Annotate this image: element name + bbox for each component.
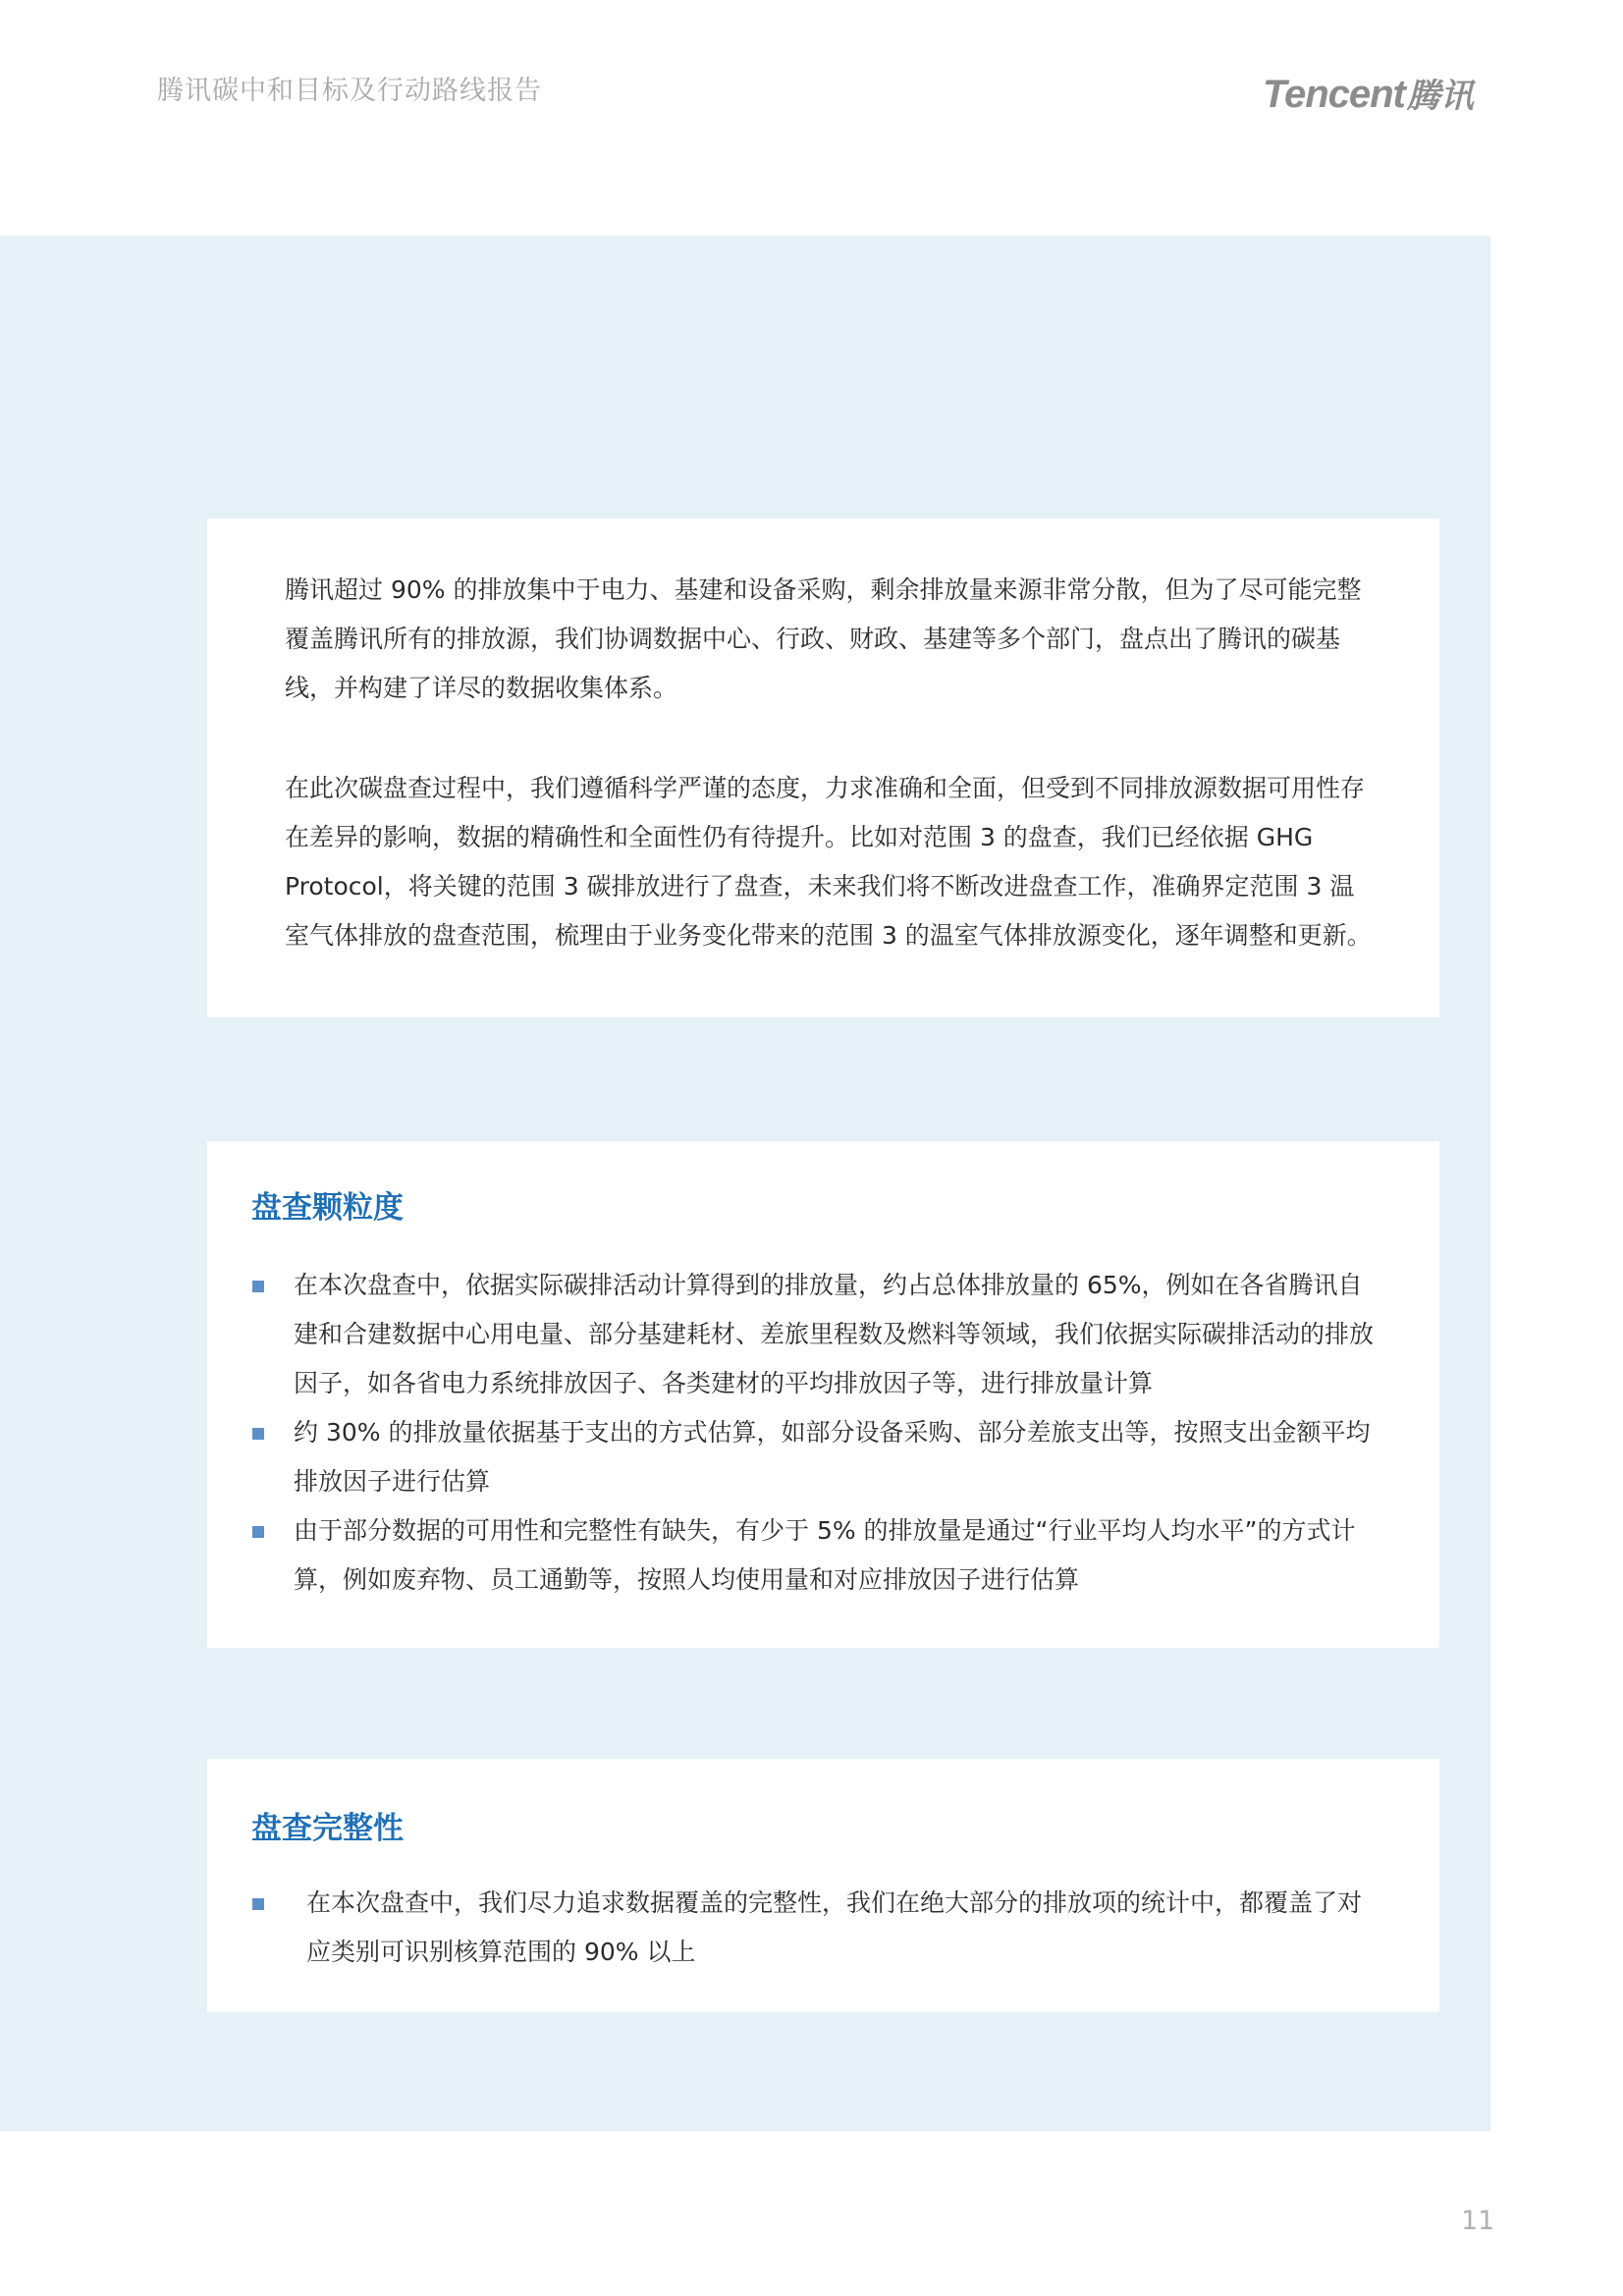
- section-heading-completeness: 盘查完整性: [251, 1811, 404, 1846]
- list-item: [251, 1408, 1380, 1506]
- square-bullet-icon: [252, 1898, 264, 1910]
- logo-wordmark-cn: 腾讯: [1406, 77, 1474, 116]
- list-item: [251, 1879, 1380, 1977]
- page-number: 11: [1461, 2206, 1495, 2236]
- square-bullet-icon: [252, 1281, 264, 1292]
- list-item-text: 在本次盘查中，依据实际碳排活动计算得到的排放量，约占总体排放量的 65%，例如在各省腾讯自建和合建数据中心用电量、部分基建耗材、差旅里程数及燃料等领域，我们依据实际碳排活动的排放因子，如各省电力系统排放因子、各类建材的平均排放因子等，进行排放量计算: [294, 1271, 1375, 1397]
- intro-card: [207, 519, 1439, 1017]
- list-item: [251, 1506, 1380, 1605]
- granularity-card: [207, 1141, 1439, 1648]
- report-title: 腾讯碳中和目标及行动路线报告: [157, 76, 542, 106]
- square-bullet-icon: [252, 1526, 264, 1538]
- section-heading-granularity: 盘查颗粒度: [251, 1190, 404, 1226]
- list-item-text: 由于部分数据的可用性和完整性有缺失，有少于 5% 的排放量是通过“行业平均人均水平”的方式计算，例如废弃物、员工通勤等，按照人均使用量和对应排放因子进行估算: [294, 1516, 1356, 1594]
- completeness-card: [207, 1759, 1439, 2012]
- granularity-list: [251, 1261, 1380, 1605]
- list-item-text: 约 30% 的排放量依据基于支出的方式估算，如部分设备采购、部分差旅支出等，按照支出金额平均排放因子进行估算: [294, 1418, 1371, 1496]
- logo-wordmark-en: Tencent: [1263, 73, 1405, 116]
- list-item: [251, 1261, 1380, 1408]
- intro-paragraph: 腾讯超过 90% 的排放集中于电力、基建和设备采购，剩余排放量来源非常分散，但为了尽可能完整覆盖腾讯所有的排放源，我们协调数据中心、行政、财政、基建等多个部门，盘点出了腾讯的碳基线，并构建了详尽的数据收集体系。: [285, 575, 1362, 702]
- list-item-text: 在本次盘查中，我们尽力追求数据覆盖的完整性，我们在绝大部分的排放项的统计中，都覆盖了对应类别可识别核算范围的 90% 以上: [306, 1888, 1363, 1966]
- square-bullet-icon: [252, 1428, 264, 1440]
- intro-paragraph: 在此次碳盘查过程中，我们遵循科学严谨的态度，力求准确和全面，但受到不同排放源数据可用性存在差异的影响，数据的精确性和全面性仍有待提升。比如对范围 3 的盘查，我们已经依据 GHG Protocol，将关键的范围 3 碳排放进行了盘查，未来我们将不断改进盘查工作，准确界定范围 3 温室气体排放的盘查范围，梳理由于业务变化带来的范围 3 的温室气体排放源变化，逐年调整和更新。: [285, 774, 1372, 950]
- tencent-logo: [1263, 69, 1474, 117]
- completeness-list: [251, 1879, 1380, 1977]
